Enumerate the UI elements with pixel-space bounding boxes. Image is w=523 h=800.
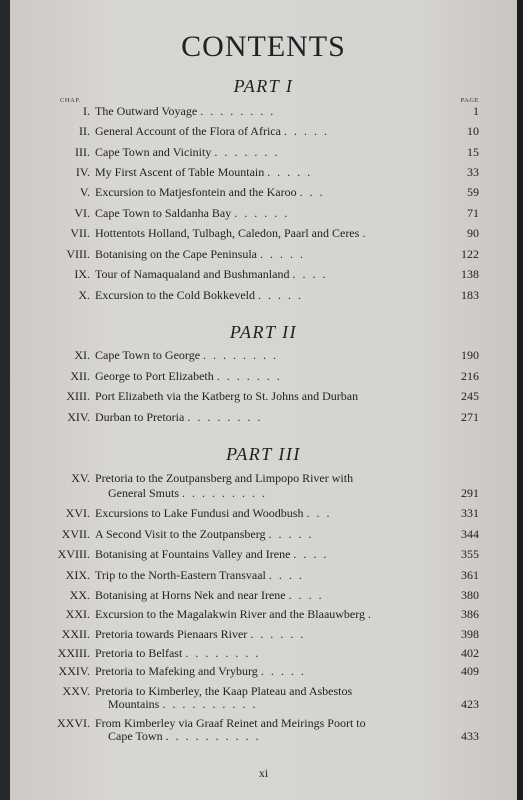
chapter-page: 71 [467,206,479,220]
chapter-title-line: Cape Town . . . . . . . . . . [108,729,261,743]
chapter-title: Durban to Pretoria . . . . . . . . [95,410,263,424]
chapter-page: 190 [461,348,479,362]
chapter-number: V. [79,185,90,199]
chapter-title: Cape Town to Saldanha Bay . . . . . . [95,206,290,220]
chapter-title: My First Ascent of Table Mountain . . . . . [95,165,313,179]
chapter-title: The Outward Voyage . . . . . . . . [95,104,276,118]
chapter-page: 402 [461,646,479,660]
chapter-title: Pretoria to Mafeking and Vryburg . . . . . [95,664,306,678]
chapter-page: 380 [461,588,479,602]
chapter-number: XIII. [66,389,90,403]
chapter-number: VI. [74,206,90,220]
chapter-title: Pretoria to Kimberley, the Kaap Plateau and Asbestos [95,684,353,698]
part-heading: PART III [226,444,301,464]
page-number: xi [258,766,269,780]
chapter-number: XVIII. [57,547,90,561]
chapter-page: 355 [461,547,479,561]
chapter-title: Botanising at Horns Nek and near Irene . . . . [95,588,324,602]
chapter-number: II. [79,124,90,138]
chapter-number: III. [75,145,90,159]
chapter-number: XV. [71,471,90,485]
chapter-page: 122 [461,247,479,261]
chapter-number: XII. [70,369,90,383]
chapter-number: XIV. [67,410,90,424]
chapter-title: Cape Town and Vicinity . . . . . . . [95,145,280,159]
chapter-title: Hottentots Holland, Tulbagh, Caledon, Paarl and Ceres . [95,226,368,240]
chapter-title: Pretoria towards Pienaars River . . . . . . [95,627,306,641]
chapter-page: 386 [461,607,479,621]
page-title: CONTENTS [181,30,346,63]
chapter-number: XXV. [62,684,90,698]
book-page [10,0,517,800]
chapter-title: Excursion to the Cold Bokkeveld . . . . . [95,288,303,302]
chapter-title-line: Mountains . . . . . . . . . . [108,697,258,711]
chapter-number: XX. [69,588,90,602]
chapter-column-header: CHAP. [60,97,81,104]
book-spine-shadow [517,0,523,800]
chapter-number: XXII. [61,627,90,641]
part-heading: PART I [233,76,294,96]
chapter-number: XXIII. [57,646,90,660]
chapter-title: Trip to the North-Eastern Transvaal . . . . [95,568,304,582]
chapter-number: XIX. [65,568,90,582]
part-heading: PART II [229,322,298,342]
chapter-page: 344 [461,527,479,541]
chapter-number: I. [83,104,90,118]
chapter-number: XVI. [65,506,90,520]
chapter-page: 245 [461,389,479,403]
chapter-page: 183 [461,288,479,302]
chapter-page: 138 [461,267,479,281]
chapter-title: Botanising at Fountains Valley and Irene . . . . [95,547,329,561]
chapter-page: 271 [461,410,479,424]
chapter-title: Port Elizabeth via the Katberg to St. Johns and Durban [95,389,359,403]
chapter-title: Pretoria to the Zoutpansberg and Limpopo River with [95,471,354,485]
chapter-number: XVII. [61,527,90,541]
chapter-number: IX. [74,267,90,281]
chapter-title: Botanising on the Cape Peninsula . . . . . [95,247,305,261]
chapter-title: Excursion to the Magalakwin River and the Blaauwberg . [95,607,374,621]
chapter-number: XXVI. [57,716,90,730]
chapter-page: 59 [467,185,479,199]
chapter-title: Excursion to Matjesfontein and the Karoo . . . [95,185,325,199]
chapter-page: 398 [461,627,479,641]
chapter-title: General Account of the Flora of Africa . . . . . [95,124,329,138]
chapter-number: VII. [70,226,90,240]
chapter-page: 361 [461,568,479,582]
chapter-title-line: General Smuts . . . . . . . . . [108,486,267,500]
chapter-title: A Second Visit to the Zoutpansberg . . . . . [95,527,314,541]
chapter-title: Excursions to Lake Fundusi and Woodbush . . . [95,506,332,520]
chapter-number: X. [78,288,90,302]
chapter-page: 216 [461,369,479,383]
chapter-page: 423 [461,697,479,711]
chapter-number: IV. [75,165,90,179]
chapter-page: 90 [467,226,479,240]
chapter-page: 433 [461,729,479,743]
chapter-title: Tour of Namaqualand and Bushmanland . . . . [95,267,328,281]
chapter-page: 291 [461,486,479,500]
chapter-page: 10 [467,124,479,138]
chapter-number: VIII. [66,247,90,261]
chapter-title: George to Port Elizabeth . . . . . . . [95,369,282,383]
chapter-title: From Kimberley via Graaf Reinet and Meirings Poort to [95,716,366,730]
chapter-number: XI. [74,348,90,362]
chapter-page: 1 [473,104,479,118]
chapter-number: XXIV. [58,664,90,678]
page-column-header: PAGE [460,97,479,104]
chapter-title: Pretoria to Belfast . . . . . . . . [95,646,261,660]
chapter-number: XXI. [65,607,90,621]
chapter-page: 409 [461,664,479,678]
chapter-title: Cape Town to George . . . . . . . . [95,348,279,362]
chapter-page: 15 [467,145,479,159]
chapter-page: 331 [461,506,479,520]
chapter-page: 33 [467,165,479,179]
